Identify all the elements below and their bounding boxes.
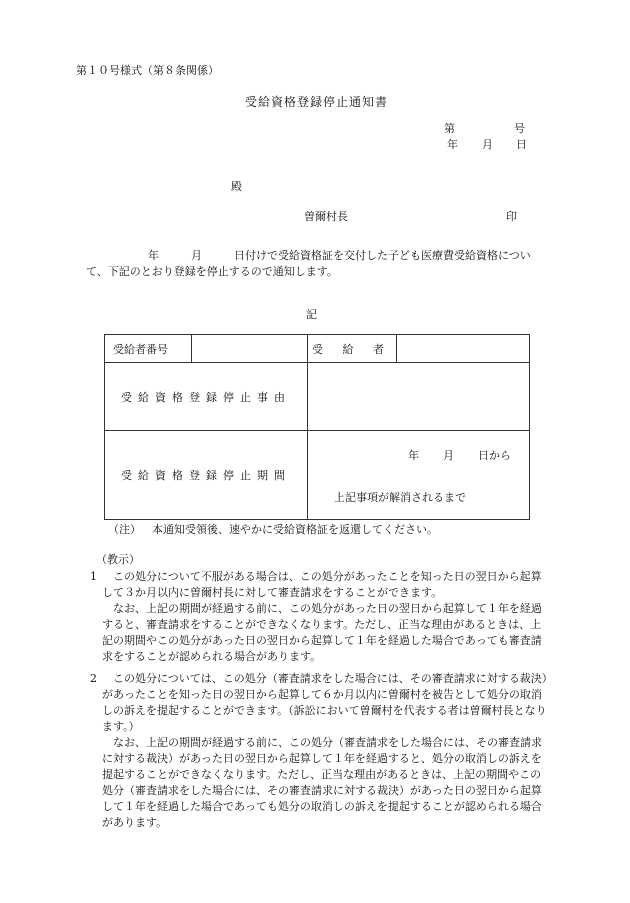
stop-reason-value <box>308 363 530 431</box>
stop-reason-label: 受給資格登録停止事由 <box>105 363 308 431</box>
ki-heading: 記 <box>306 308 317 321</box>
document-number-suffix: 号 <box>514 122 525 135</box>
recipient-label: 受 給 者 <box>308 335 397 363</box>
stop-period-value <box>308 431 530 520</box>
table-row <box>105 363 530 431</box>
body-month: 月 <box>191 249 202 262</box>
recipient-number-label: 受給者番号 <box>105 335 192 363</box>
period-month: 月 <box>443 449 454 462</box>
note-text: 本通知受領後、速やかに受給資格証を返還してください。 <box>152 523 438 536</box>
recipient-number-value <box>192 335 308 363</box>
table-row <box>105 335 530 363</box>
issuer-name: 曽爾村長 <box>304 210 348 223</box>
body-text: 日付けで受給資格証を交付した子ども医療費受給資格について、下記のとおり登録を停止するので通知します。 <box>86 249 531 278</box>
instruction-paragraph: なお、上記の期間が経過する前に、この処分（審査請求をした場合には、その審査請求に対する裁決）があった日の翌日から起算して１年を経過すると、処分の取消しの訴えを提起することができなくなります。ただし、正当な理由があるときは、上記の期間やこの処分（審査請求をした場合には、その審査請求に対する裁決）があった日の翌日から起算して１年を経過した場合であっても処分の取消しの訴えを提起することが認められる場合があります。 <box>102 736 542 829</box>
date-month-label: 月 <box>482 138 493 151</box>
stop-period-label: 受給資格登録停止期間 <box>105 431 308 520</box>
recipient-value <box>397 335 530 363</box>
instruction-paragraph: なお、上記の期間が経過する前に、この処分があった日の翌日から起算して１年を経過すると、審査請求をすることができなくなります。ただし、正当な理由があるときは、上記の期間やこの処分があった日の翌日から起算して１年を経過した場合であっても審査請求をすることが認められる場合があります。 <box>102 602 542 663</box>
form-number-label: 第１０号様式（第８条関係） <box>76 64 219 77</box>
notice-body <box>86 248 548 280</box>
instruction-item-1 <box>90 569 552 665</box>
instruction-heading: （教示） <box>96 553 140 566</box>
instruction-paragraph: この処分について不服がある場合は、この処分があったことを知った日の翌日から起算して３か月以内に曽爾村長に対して審査請求をすることができます。 <box>102 570 542 599</box>
instruction-number: 1 <box>90 570 97 583</box>
body-year: 年 <box>148 249 159 262</box>
period-until: 上記事項が解消されるまで <box>334 491 466 504</box>
period-from: 日から <box>478 449 511 462</box>
document-title: 受給資格登録停止通知書 <box>245 95 389 109</box>
instruction-paragraph: この処分については、この処分（審査請求をした場合には、その審査請求に対する裁決）があったことを知った日の翌日から起算して６か月以内に曽爾村を被告として処分の取消しの訴えを提起することができます。（訴訟において曽爾村を代表する者は曽爾村長となります。） <box>102 672 548 733</box>
addressee-suffix: 殿 <box>231 180 242 193</box>
instruction-number: 2 <box>90 672 97 685</box>
date-day-label: 日 <box>516 138 527 151</box>
period-year: 年 <box>408 449 419 462</box>
date-year-label: 年 <box>447 138 458 151</box>
document-number-label: 第 <box>444 122 455 135</box>
table-row <box>105 431 530 520</box>
notice-table <box>104 334 530 520</box>
note-tag: （注） <box>108 523 141 536</box>
note <box>108 523 438 537</box>
seal-mark: 印 <box>506 210 517 223</box>
instruction-item-2 <box>90 671 552 831</box>
